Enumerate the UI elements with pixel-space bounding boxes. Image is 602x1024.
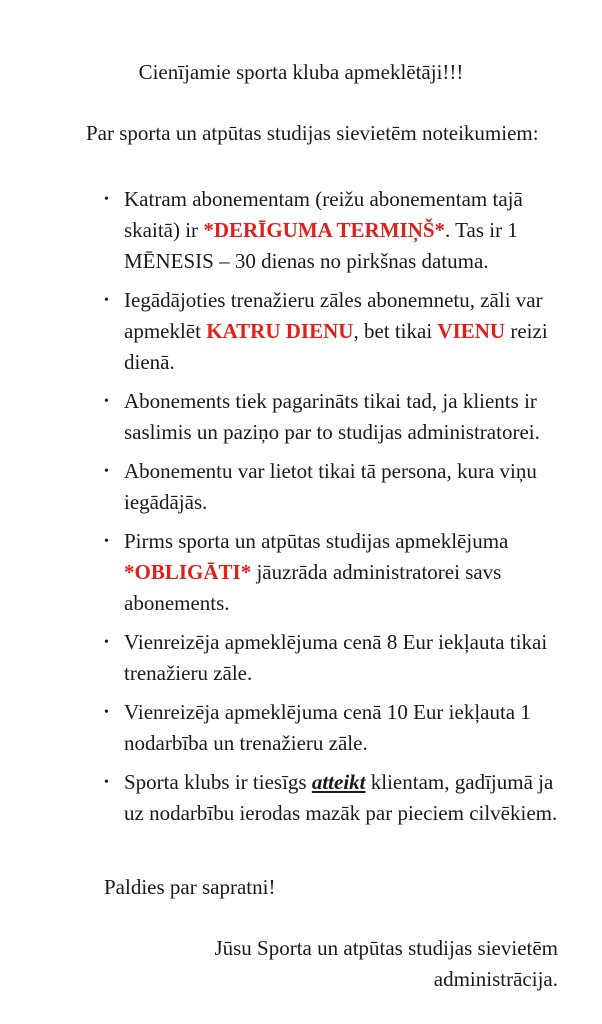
signature-line: administrācija. <box>433 967 558 991</box>
rule-text: Abonements tiek pagarināts tikai tad, ja klients ir saslimis un paziņo par to studijas administratorei. <box>124 389 540 444</box>
bullet-icon: • <box>104 775 109 790</box>
rule-text: , bet tikai <box>353 319 438 343</box>
bullet-icon: • <box>104 705 109 720</box>
rule-item <box>104 526 574 619</box>
rules-list <box>104 184 574 837</box>
rule-emphasis: atteikt <box>311 770 366 794</box>
rule-item <box>104 386 574 448</box>
rule-text: Vienreizēja apmeklējuma cenā 10 Eur iekļauta 1 nodarbība un trenažieru zāle. <box>124 700 531 755</box>
rule-text: Katram abonementam (reižu abonementam tajā skaitā) ir <box>124 187 523 242</box>
rule-item <box>104 767 574 829</box>
page-title: Cienījamie sporta kluba apmeklētāji!!! <box>138 60 464 84</box>
rule-highlight: *OBLIGĀTI* <box>124 560 252 584</box>
rule-highlight: VIENU <box>437 319 506 343</box>
rule-item <box>104 285 574 378</box>
rule-highlight: *DERĪGUMA TERMIŅŠ* <box>203 218 446 242</box>
rule-item <box>104 456 574 518</box>
rule-text: reizi dienā. <box>124 319 548 374</box>
rule-item <box>104 184 574 277</box>
signature-line: Jūsu Sporta un atpūtas studijas sievietēm <box>214 936 558 960</box>
rule-text: Vienreizēja apmeklējuma cenā 8 Eur iekļauta tikai trenažieru zāle. <box>124 630 548 685</box>
bullet-icon: • <box>104 394 109 409</box>
rule-item <box>104 697 574 759</box>
bullet-icon: • <box>104 534 109 549</box>
bullet-icon: • <box>104 192 109 207</box>
thanks-text: Paldies par sapratni! <box>104 875 276 899</box>
rule-text: Iegādājoties trenažieru zāles abonemnetu, zāli var apmeklēt <box>124 288 543 343</box>
rule-text: . Tas ir 1 MĒNESIS – 30 dienas no pirkšnas datuma. <box>124 218 518 273</box>
rule-highlight: KATRU DIENU <box>206 319 354 343</box>
rule-text: Pirms sporta un atpūtas studijas apmeklējuma <box>124 529 509 553</box>
rule-text: Abonementu var lietot tikai tā persona, kura viņu iegādājās. <box>124 459 537 514</box>
intro-text: Par sporta un atpūtas studijas sievietēm noteikumiem: <box>86 121 539 145</box>
rule-text: klientam, gadījumā ja uz nodarbību ierodas mazāk par pieciem cilvēkiem. <box>124 770 558 825</box>
bullet-icon: • <box>104 635 109 650</box>
rule-text: jāuzrāda administratorei savs abonements. <box>124 560 502 615</box>
rule-item <box>104 627 574 689</box>
rule-text: Sporta klubs ir tiesīgs <box>124 770 312 794</box>
bullet-icon: • <box>104 293 109 308</box>
bullet-icon: • <box>104 464 109 479</box>
signature-block <box>98 933 558 995</box>
